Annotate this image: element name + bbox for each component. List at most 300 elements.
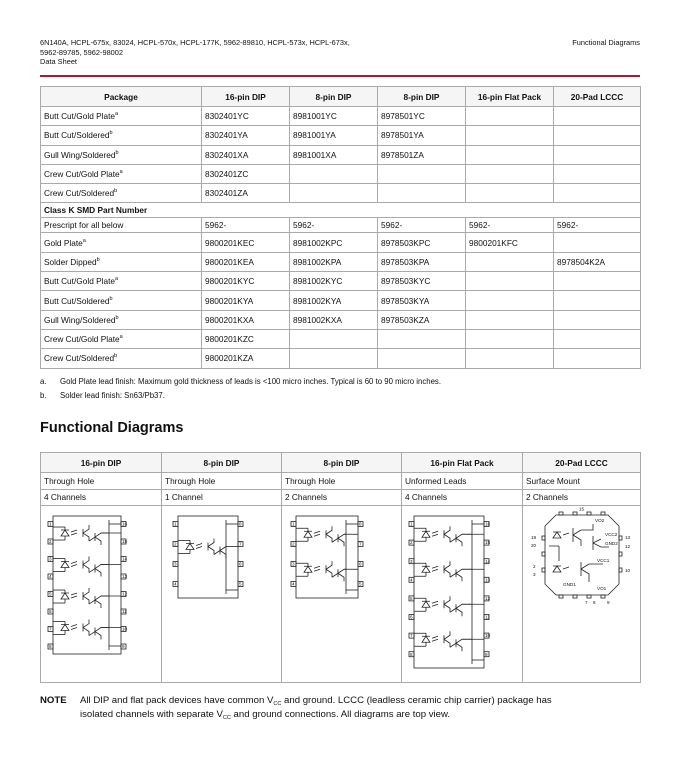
row-label-text: Solder Dipped [44,256,97,267]
lccc-pad-label-15: 15 [579,506,585,512]
led-icon [304,566,312,572]
lccc-light-arrows [563,533,569,569]
footnote-marker: b [114,353,118,360]
pin-number: 8 [410,651,413,657]
diagram-20-pad-lccc [523,506,640,682]
row-label-text: Butt Cut/Gold Plate [44,276,116,287]
part-number-cell: 8981001YA [290,126,378,145]
transistor-icon [326,561,332,577]
header-rule [40,75,640,77]
part-number-cell: 8981001YC [290,107,378,126]
lccc-led-2 [553,566,561,572]
package-outline [414,516,484,668]
col-header-8-pin-dip-a: 8-pin DIP [290,87,378,107]
lccc-pad [559,595,563,598]
footnote-b [40,391,165,400]
footnote-marker: a [82,237,86,244]
part-number-cell [466,291,554,310]
part-number-cell [554,126,641,145]
pin-number: 6 [359,561,362,567]
row-label-text: Crew Cut/Gold Plate [44,169,120,180]
light-arrow-icon [71,530,77,535]
table-row [41,184,641,203]
transistor-icon [456,534,472,546]
footnote-marker: a [115,276,119,283]
diagram-16-pin-dip [41,506,161,682]
part-number-cell [466,310,554,329]
transistor-icon [326,526,332,542]
part-number-cell: 8302401YC [202,107,290,126]
transistor-icon [95,565,109,577]
part-number-cell: 8302401ZC [202,164,290,183]
pin-number: 7 [49,626,52,632]
part-number-cell [466,126,554,145]
part-number-cell: 8978503KZA [378,310,466,329]
part-number-cell: 9800201KEC [202,233,290,252]
diagram-cell-8-pin-dip-a [162,506,282,683]
light-arrow-icon [314,566,320,571]
row-label-text: Gull Wing/Soldered [44,149,116,160]
pin-number: 1 [292,521,295,527]
part-number-cell: 8981002KYA [290,291,378,310]
transistor-icon [456,604,472,616]
diagram-cell-8-pin-dip-b [282,506,402,683]
pin-number: 15 [122,539,128,545]
note-text: and ground connections. All diagrams are top view. [230,708,451,720]
functional-diagrams-table [40,452,641,683]
row-label-text: Butt Cut/Soldered [44,295,110,306]
row-label-text: Gull Wing/Soldered [44,314,116,325]
part-number-table [40,86,641,369]
part-number-cell: 9800201KFC [466,233,554,252]
part-number-cell [466,252,554,271]
light-arrow-icon [71,593,77,598]
package-finish-label [41,291,202,310]
part-number-cell [466,145,554,164]
part-number-cell [554,291,641,310]
pin-number: 9 [485,651,488,657]
transistor-icon [95,533,109,545]
note-subscript: CC [222,714,231,721]
stage-wire [89,600,95,604]
part-number-cell [378,349,466,368]
part-number-cell: 8978503KPA [378,252,466,271]
part-number-cell [466,329,554,348]
pin-number: 16 [485,521,491,527]
transistor-icon [456,639,472,651]
package-outline [178,516,238,598]
table-row [41,107,641,126]
part-number-cell: 8302401YA [202,126,290,145]
lccc-pad-label-20: 20 [531,543,537,548]
light-arrow-icon [71,562,77,567]
part-number-cell [554,329,641,348]
part-number-cell: 9800201KEA [202,252,290,271]
package-finish-label [41,107,202,126]
light-arrow-icon [314,531,320,536]
light-arrow-icon [196,544,202,549]
part-number-cell: 9800201KYC [202,272,290,291]
transistor-icon [444,596,450,612]
lccc-label-gnd1: GND1 [563,582,576,587]
pin-number: 12 [122,591,128,597]
fd-col-16-pin-dip: 16-pin DIP [41,453,162,473]
part-number-cell [290,329,378,348]
pin-number: 4 [174,581,177,587]
lccc-wiring [549,546,559,561]
diagram-8-pin-dip-2-channel [282,506,401,682]
pin-number: 7 [359,541,362,547]
package-finish-label [41,218,202,233]
pin-number: 2 [174,541,177,547]
pin-number: 3 [292,561,295,567]
fd-channels-row [41,489,641,506]
lccc-pad-label-10: 10 [625,568,631,573]
part-number-cell [466,349,554,368]
class-k-section-heading: Class K SMD Part Number [41,203,641,218]
lccc-pad-label-2: 2 [533,564,536,569]
part-number-cell [554,349,641,368]
header-section-name: Functional Diagrams [572,38,640,47]
part-number-cell [466,272,554,291]
note-text: isolated channels with separate V [80,708,223,720]
col-header-16-pin-dip: 16-pin DIP [202,87,290,107]
fd-channels-cell: 1 Channel [162,489,282,506]
light-arrow-icon [432,636,438,641]
class-k-section-row [41,203,641,218]
lccc-pad-label-9: 9 [607,600,610,605]
led-icon [61,593,69,599]
led-icon [422,636,430,642]
package-finish-label [41,233,202,252]
led-icon [61,530,69,536]
package-finish-label [41,329,202,348]
pin-number: 4 [49,574,52,580]
pin-number: 13 [122,574,128,580]
footnote-marker: b [114,188,118,195]
table-row [41,164,641,183]
pin-number: 1 [174,521,177,527]
transistor-icon [95,628,109,640]
fd-mount-row [41,473,641,490]
led-icon [304,531,312,537]
lccc-pad [619,568,622,572]
table-row [41,126,641,145]
pin-number: 7 [410,633,413,639]
fd-mount-cell: Unformed Leads [402,473,523,490]
note-label: NOTE [40,695,67,706]
stage-wire [89,537,95,541]
transistor-icon [220,547,226,559]
table-row [41,233,641,252]
fd-header-row [41,453,641,473]
pin-number: 6 [410,614,413,620]
part-number-cell: 5962- [466,218,554,233]
pin-number: 10 [485,633,491,639]
lccc-pad [573,512,577,515]
transistor-icon [83,588,89,604]
part-number-cell [554,272,641,291]
fd-channels-cell: 4 Channels [41,489,162,506]
part-number-cell: 9800201KZA [202,349,290,368]
stage-wire [450,643,456,647]
stage-wire [450,573,456,577]
pin-number: 12 [485,596,491,601]
part-number-cell: 8978503KYC [378,272,466,291]
part-number-cell [554,184,641,203]
stage-wire [450,538,456,542]
transistor-icon [83,557,89,573]
col-header-16-pin-flat-pack: 16-pin Flat Pack [466,87,554,107]
part-number-cell [290,164,378,183]
lccc-pad-label-13: 13 [625,535,631,540]
pin-number: 6 [239,561,242,567]
transistor-icon [444,526,450,542]
footnote-b-label: b. [40,391,47,400]
col-header-8-pin-dip-b: 8-pin DIP [378,87,466,107]
part-number-cell [554,145,641,164]
row-label-text: Crew Cut/Soldered [44,188,115,199]
stage-wire [332,573,338,577]
lccc-pad [587,595,591,598]
lccc-pad [619,552,622,556]
lccc-package-outline [545,515,619,595]
led-icon [422,601,430,607]
pin-number: 9 [122,644,125,650]
part-number-cell [466,164,554,183]
transistor-icon [208,539,214,555]
package-outline [53,516,121,654]
part-number-cell [554,310,641,329]
lccc-label-gnd2: GND2 [605,541,618,546]
pin-number: 11 [485,614,490,620]
fd-mount-cell: Through Hole [282,473,402,490]
fd-mount-cell: Through Hole [41,473,162,490]
part-number-cell: 8981001XA [290,145,378,164]
transistor-icon [456,569,472,581]
fd-mount-cell: Surface Mount [523,473,641,490]
led-icon [422,566,430,572]
part-number-cell [554,107,641,126]
footnote-marker: b [115,149,119,156]
diagram-cell-20-pad-lccc [523,506,641,683]
part-number-cell [378,184,466,203]
part-number-cell: 5962- [554,218,641,233]
pin-number: 4 [292,581,295,587]
table-row [41,310,641,329]
header-parts-line-2: 5962-89785, 5962-98002 [40,47,124,57]
part-number-cell [554,233,641,252]
led-icon [61,625,69,631]
footnote-a-label: a. [40,377,47,386]
part-number-cell: 5962- [290,218,378,233]
functional-diagrams-title: Functional Diagrams [40,420,184,436]
stage-wire [89,632,95,636]
fd-diagram-row [41,506,641,683]
lccc-pad [573,595,577,598]
part-number-cell: 5962- [202,218,290,233]
transistor-icon [338,534,346,546]
row-label-text: Gold Plate [44,237,83,248]
pin-number: 5 [359,581,362,587]
lccc-pad [542,552,545,556]
lccc-pad [587,512,591,515]
fd-mount-cell: Through Hole [162,473,282,490]
part-number-cell: 8978501ZA [378,145,466,164]
lccc-label-vo1: VO1 [597,586,607,591]
pin-number: 8 [49,644,52,650]
pin-number: 5 [239,581,242,587]
package-finish-label [41,272,202,291]
footnote-marker: b [109,295,113,302]
pin-number: 8 [359,521,362,527]
part-number-cell: 8981002KXA [290,310,378,329]
pin-number: 3 [174,561,177,567]
footnote-marker: a [119,334,123,341]
footnote-a [40,377,441,386]
stage-wire [332,538,338,542]
note-text: All DIP and flat pack devices have common V [80,695,274,706]
row-label-text: Crew Cut/Soldered [44,353,115,364]
package-finish-label [41,184,202,203]
diagram-cell-16-pin-dip [41,506,162,683]
stage-wire [450,608,456,612]
lccc-pad-label-7: 7 [585,600,588,605]
light-arrow-icon [432,566,438,571]
lccc-led-1 [553,532,561,538]
pin-number: 7 [239,541,242,547]
stage-wire [214,551,220,555]
row-label-text: Prescript for all below [44,220,124,231]
lccc-pad [601,512,605,515]
part-number-cell: 5962- [378,218,466,233]
footnote-marker: a [119,169,123,176]
part-number-cell: 8978503KPC [378,233,466,252]
package-finish-label [41,310,202,329]
transistor-icon [83,620,89,636]
lccc-transistor-2 [581,562,603,582]
lccc-label-vcc2: VCC2 [605,532,618,537]
lccc-pad-label-19: 19 [531,535,537,540]
lccc-pad-label-8: 8 [593,600,596,605]
part-number-cell [466,107,554,126]
pin-number: 15 [485,540,491,546]
light-arrow-icon [432,531,438,536]
lccc-pad [619,536,622,540]
lccc-transistor-1 [573,524,593,546]
pin-number: 4 [410,577,413,583]
table-row [41,329,641,348]
pin-number: 14 [122,556,128,562]
header-part-list [40,38,460,67]
note-block [40,694,640,721]
part-number-cell [466,184,554,203]
lccc-label-vo2: VO2 [595,518,605,523]
part-number-cell: 9800201KXA [202,310,290,329]
table-row [41,145,641,164]
footnote-marker: b [115,314,119,321]
header-parts-line-1: 6N140A, HCPL-675x, 83024, HCPL-570x, HCPL-177K, 5962-89810, HCPL-573x, HCPL-673x, [40,38,350,47]
part-number-cell: 8978501YA [378,126,466,145]
fd-channels-cell: 2 Channels [523,489,641,506]
pin-number: 2 [410,540,413,546]
row-label-text: Crew Cut/Gold Plate [44,334,120,345]
fd-col-16-pin-flat-pack: 16-pin Flat Pack [402,453,523,473]
footnote-marker: b [109,130,113,137]
transistor-icon [95,596,109,608]
col-header-20-pad-lccc: 20-Pad LCCC [554,87,641,107]
transistor-icon [338,569,346,581]
note-text: and ground. LCCC (leadless ceramic chip carrier) package has [281,695,552,706]
footnote-b-text: Solder lead finish: Sn63/Pb37. [60,391,165,400]
diagram-cell-16-pin-flat-pack [402,506,523,683]
lccc-pad [601,595,605,598]
table-row [41,291,641,310]
diagram-16-pin-flat-pack [402,506,522,682]
table-row [41,218,641,233]
part-table-header-row [41,87,641,107]
fd-channels-cell: 4 Channels [402,489,523,506]
pin-number: 8 [239,521,242,527]
part-number-cell: 8978503KYA [378,291,466,310]
part-number-cell: 8981002KPA [290,252,378,271]
lccc-label-vcc1: VCC1 [597,558,610,563]
package-finish-label [41,349,202,368]
note-text-line-1 [80,694,640,708]
part-number-cell [290,349,378,368]
part-number-cell: 8978504K2A [554,252,641,271]
package-finish-label [41,126,202,145]
part-number-cell [554,164,641,183]
footnote-a-text: Gold Plate lead finish: Maximum gold thickness of leads is <100 micro inches. Typical is 60 to 90 micro inches. [60,377,442,386]
pin-number: 1 [410,521,413,527]
table-row [41,349,641,368]
pin-number: 6 [49,609,52,615]
lccc-pad [542,536,545,540]
note-text-line-2 [80,708,640,722]
light-arrow-icon [432,601,438,606]
fd-channels-cell: 2 Channels [282,489,402,506]
package-finish-label [41,252,202,271]
part-number-cell: 9800201KZC [202,329,290,348]
pin-number: 2 [292,541,295,547]
pin-number: 10 [122,626,128,632]
led-icon [61,562,69,568]
lccc-pad-label-12: 12 [625,544,631,549]
part-number-cell: 8981002KYC [290,272,378,291]
part-number-cell [378,164,466,183]
led-icon [186,544,194,550]
package-finish-label [41,164,202,183]
light-arrow-icon [71,625,77,630]
lccc-pad-label-3: 3 [533,572,536,577]
part-number-cell: 9800201KYA [202,291,290,310]
col-header-package: Package [41,87,202,107]
part-number-cell [290,184,378,203]
header-doc-type: Data Sheet [40,57,77,67]
fd-col-20-pad-lccc: 20-Pad LCCC [523,453,641,473]
pin-number: 1 [49,521,52,527]
fd-col-8-pin-dip-a: 8-pin DIP [162,453,282,473]
pin-number: 14 [485,558,491,564]
part-number-cell: 8302401XA [202,145,290,164]
lccc-pad [559,512,563,515]
pin-number: 2 [49,539,52,545]
part-number-cell: 8981002KPC [290,233,378,252]
note-subscript: CC [273,701,282,707]
pin-number: 3 [410,558,413,564]
stage-wire [89,569,95,573]
